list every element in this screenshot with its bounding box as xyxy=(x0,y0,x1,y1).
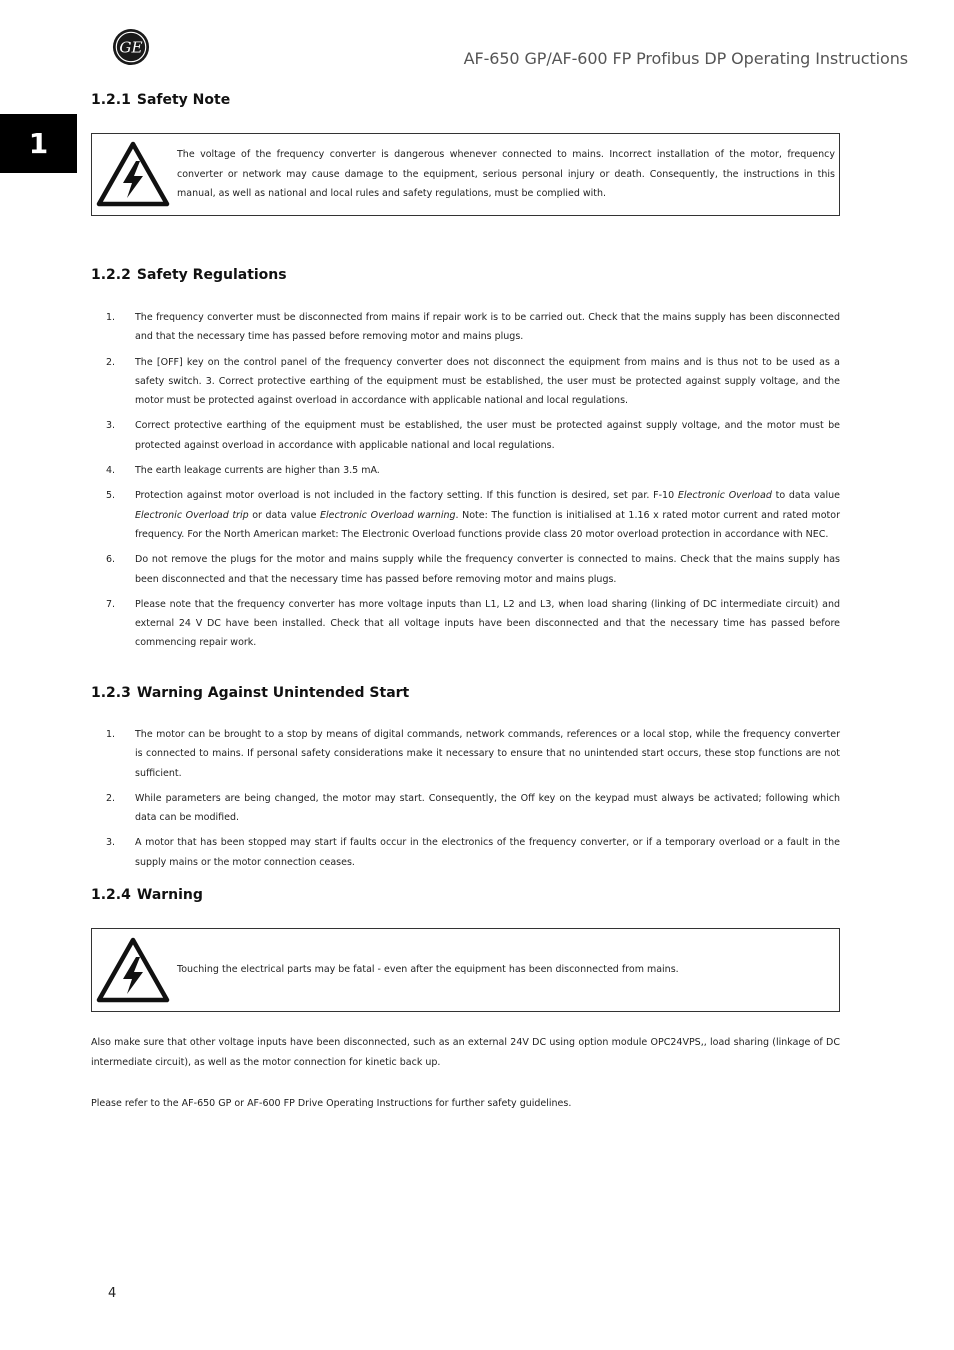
safety-note-text: The voltage of the frequency converter is dangerous whenever connected to mains. Incorrect installation of the motor, frequency converter or network may cause damage to the equipment, serious personal injury or death. Consequently, the instructions in this manual, as well as national and local rules and safety regulations, must be complied with. xyxy=(177,149,835,199)
section-heading-warning xyxy=(91,887,203,903)
high-voltage-warning-icon xyxy=(96,141,170,207)
refer-paragraph: Please refer to the AF-650 GP or AF-600 FP Drive Operating Instructions for further safety guidelines. xyxy=(91,1098,572,1109)
document-title: AF-650 GP/AF-600 FP Profibus DP Operating Instructions xyxy=(463,49,908,68)
chapter-tab: 1 xyxy=(0,114,77,173)
section-heading-safety-regulations xyxy=(91,267,287,283)
safety-note-box xyxy=(91,133,840,216)
safety-regulations-list xyxy=(91,308,840,659)
section-number: 1.2.3 xyxy=(91,685,131,701)
section-number: 1.2.2 xyxy=(91,267,131,283)
list-item: 3. A motor that has been stopped may start if faults occur in the electronics of the frequency converter, or if a temporary overload or a fault in the supply mains or the motor connection ceases. xyxy=(106,837,840,868)
page-number: 4 xyxy=(108,1286,117,1301)
warning-text: Touching the electrical parts may be fatal - even after the equipment has been disconnected from mains. xyxy=(177,964,679,975)
list-item: 1. The frequency converter must be disconnected from mains if repair work is to be carried out. Check that the mains supply has been disconnected and that the necessary time has passed before removing motor and mains plugs. xyxy=(106,312,840,343)
section-title: Warning xyxy=(136,887,203,903)
section-title: Warning Against Unintended Start xyxy=(136,685,410,701)
section-number: 1.2.4 xyxy=(91,887,131,903)
section-heading-unintended-start xyxy=(91,685,409,701)
list-item: 1. The motor can be brought to a stop by means of digital commands, network commands, references or a local stop, while the frequency converter is connected to mains. If personal safety considerations make it necessary to ensure that no unintended start occurs, these stop functions are not sufficient. xyxy=(106,729,840,779)
list-item: 5. Protection against motor overload is not included in the factory setting. If this function is desired, set par. F-10 Electronic Overload to data value Electronic Overload trip or data value Electronic Overload warning. Note: The function is initialised at 1.16 x rated motor current and rated motor frequency. For the North American market: The Electronic Overload functions provide class 20 motor overload protection in accordance with NEC. xyxy=(106,490,840,540)
list-item: 7. Please note that the frequency converter has more voltage inputs than L1, L2 and L3, when load sharing (linking of DC intermediate circuit) and external 24 V DC have been installed. Check that all voltage inputs have been disconnected and that the necessary time has passed before commencing repair work. xyxy=(106,598,840,649)
ge-logo-icon xyxy=(112,28,150,66)
list-item: 6. Do not remove the plugs for the motor and mains supply while the frequency converter is connected to mains. Check that the mains supply has been disconnected and that the necessary time has passed before removing motor and mains plugs. xyxy=(106,554,840,585)
section-number: 1.2.1 xyxy=(91,92,131,108)
other-voltage-inputs-paragraph: Also make sure that other voltage inputs have been disconnected, such as an external 24V DC using option module OPC24VPS,, load sharing (linkage of DC intermediate circuit), as well as the motor connection for kinetic back up. xyxy=(91,1037,840,1068)
warning-box xyxy=(91,928,840,1012)
list-item: 2. The [OFF] key on the control panel of the frequency converter does not disconnect the equipment from mains and is thus not to be used as a safety switch. 3. Correct protective earthing of the equipment must be established, the user must be protected against supply voltage, and the motor must be protected against overload in accordance with applicable national and local regulations. xyxy=(106,356,840,407)
section-title: Safety Note xyxy=(136,92,231,108)
list-item: 3. Correct protective earthing of the equipment must be established, the user must be protected against supply voltage, and the motor must be protected against overload in accordance with applicable national and local regulations. xyxy=(106,420,840,451)
svg-text:GE: GE xyxy=(119,38,143,57)
list-item: 2. While parameters are being changed, the motor may start. Consequently, the Off key on the keypad must always be activated; following which data can be modified. xyxy=(106,792,840,824)
unintended-start-list xyxy=(91,725,840,878)
section-title: Safety Regulations xyxy=(136,267,287,283)
section-heading-safety-note xyxy=(91,92,230,108)
high-voltage-warning-icon xyxy=(96,937,170,1003)
list-item: 4. The earth leakage currents are higher than 3.5 mA. xyxy=(106,465,380,477)
